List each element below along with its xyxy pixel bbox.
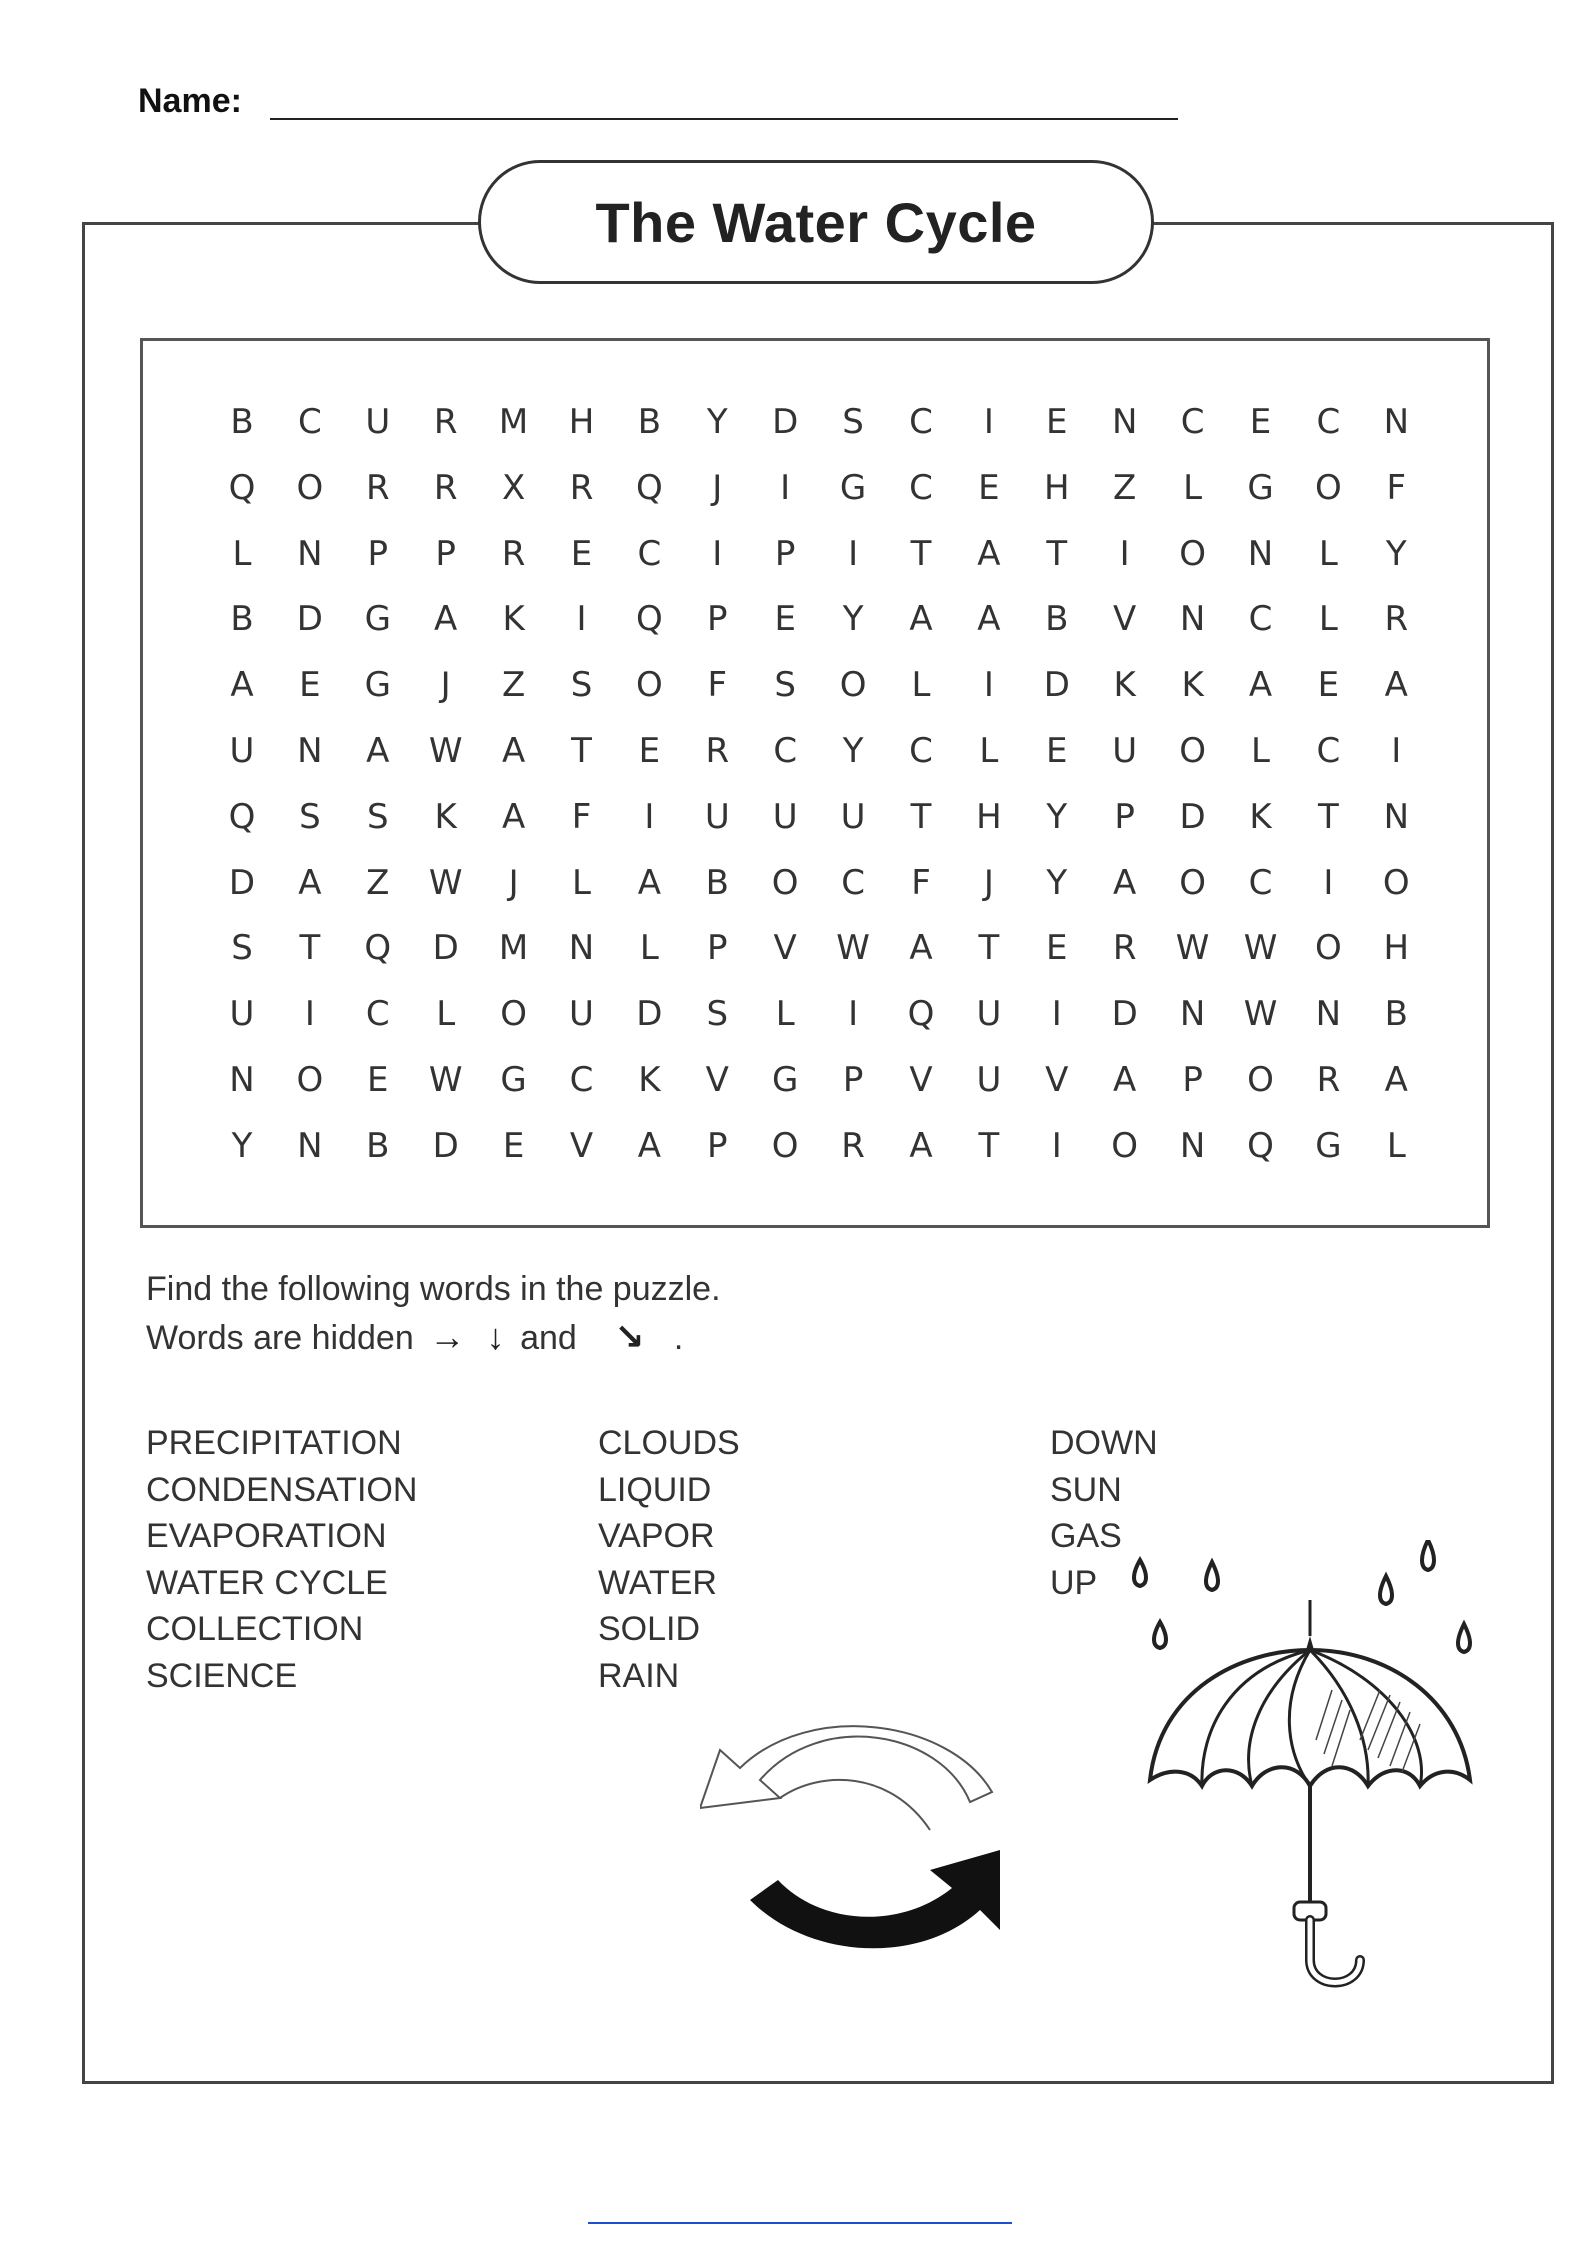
grid-letter: D [432,1125,459,1166]
name-input-line[interactable] [270,118,1178,120]
grid-letter: B [1384,994,1408,1035]
grid-letter: W [428,1060,463,1100]
grid-letter: K [638,1060,661,1100]
grid-letter: V [569,1125,594,1166]
word-item: WATER CYCLE [146,1563,388,1602]
word-item: COLLECTION [146,1610,364,1648]
grid-letter: A [909,1125,933,1166]
grid-letter: Y [1385,533,1407,574]
grid-letter: J [440,665,451,706]
instruction-text: Words are hidden [146,1319,414,1357]
grid-letter: G [500,1060,527,1100]
grid-letter: A [366,731,390,771]
grid-letter: C [909,731,933,771]
grid-letter: P [774,533,796,574]
grid-letter: V [705,1060,729,1100]
grid-letter: E [1317,665,1340,706]
grid-letter: O [1179,731,1206,771]
grid-letter: W [1243,928,1278,969]
grid-letter: U [365,402,391,442]
grid-letter: O [500,994,527,1035]
grid-letter: O [1111,1125,1139,1166]
word-item: SOLID [598,1610,701,1648]
grid-letter: C [569,1060,594,1100]
grid-letter: I [780,467,791,508]
grid-letter: B [230,402,254,442]
grid-letter: I [1051,1125,1062,1166]
word-item: PRECIPITATION [146,1424,402,1462]
grid-letter: S [774,665,796,706]
grid-letter: N [229,1060,255,1100]
word-item: SCIENCE [146,1656,298,1695]
name-label: Name: [138,82,242,120]
grid-letter: K [1113,665,1136,706]
grid-letter: T [910,533,932,574]
grid-letter: Q [228,467,256,508]
word-item: WATER [598,1563,717,1602]
grid-letter: I [1391,731,1402,771]
grid-letter: N [1383,796,1410,837]
grid-letter: D [1179,796,1206,837]
grid-letter: W [428,731,463,771]
grid-letter: Y [231,1125,253,1166]
grid-letter: E [570,533,593,574]
grid-letter: Z [1113,467,1137,508]
grid-letter: T [1046,533,1068,574]
grid-letter: O [1179,862,1206,903]
grid-letter: T [571,731,592,771]
grid-letter: L [979,731,999,771]
grid-letter: F [1386,467,1407,508]
grid-letter: N [297,533,323,574]
grid-letter: H [1044,467,1070,508]
word-list-column-2 [598,1420,740,1699]
grid-letter: O [771,1125,799,1166]
grid-letter: C [1180,402,1205,442]
grid-letter: C [1248,862,1273,903]
grid-letter: D [296,599,323,640]
grid-letter: Q [228,796,256,837]
grid-letter: Y [842,599,864,640]
grid-letter: A [501,796,526,837]
grid-letter: I [1051,994,1062,1035]
grid-letter: A [1248,665,1273,706]
grid-letter: A [501,731,526,771]
grid-letter: O [1315,928,1342,969]
umbrella-icon [1110,1540,1510,2000]
word-item: DOWN [1050,1424,1158,1462]
grid-letter: B [637,402,662,442]
grid-letter: N [297,1125,323,1166]
grid-letter: P [707,928,728,969]
grid-letter: E [1046,731,1068,771]
word-item: SUN [1050,1470,1122,1509]
grid-letter: G [1247,467,1274,508]
grid-letter: L [1318,533,1338,574]
recycle-arrows-icon [700,1710,1020,1980]
grid-letter: D [228,862,256,903]
grid-letter: M [498,402,529,442]
instruction-period: . [673,1319,684,1357]
page-title: The Water Cycle [595,190,1037,254]
grid-letter: G [364,665,391,706]
grid-letter: E [502,1125,525,1166]
grid-letter: R [501,533,526,574]
grid-letter: A [434,599,458,640]
grid-letter: I [644,796,655,837]
grid-letter: G [1315,1125,1342,1166]
grid-letter: C [298,402,322,442]
grid-letter: D [1111,994,1138,1035]
grid-letter: T [910,796,932,837]
grid-letter: C [841,862,865,903]
grid-letter: H [568,402,595,442]
grid-letter: Q [1247,1125,1274,1166]
grid-letter: E [299,665,321,706]
grid-letter: K [1181,665,1204,706]
grid-letter: F [911,862,931,903]
grid-letter: T [1318,796,1339,837]
grid-letter: U [229,994,255,1035]
grid-letter: M [498,928,529,969]
grid-letter: A [1384,665,1408,706]
word-item: GAS [1050,1517,1122,1555]
grid-letter: B [230,599,254,640]
grid-letter: L [232,533,252,574]
grid-letter: O [1179,533,1206,574]
grid-letter: P [707,599,728,640]
grid-letter: W [1175,928,1210,969]
grid-letter: Q [907,994,935,1035]
grid-letter: S [706,994,729,1035]
grid-letter: P [367,533,389,574]
grid-letter: U [976,1060,1002,1100]
grid-letter: S [570,665,593,706]
word-list-column-1 [146,1420,417,1699]
grid-letter: I [1119,533,1130,574]
grid-letter: C [637,533,662,574]
grid-letter: D [772,402,799,442]
word-item: CLOUDS [598,1424,740,1462]
grid-letter: E [1249,402,1272,442]
grid-letter: J [983,862,994,903]
footer-link-line[interactable] [588,2222,1012,2224]
grid-letter: O [636,665,663,706]
grid-letter: H [1383,928,1410,969]
grid-letter: R [1316,1060,1341,1100]
grid-letter: C [773,731,798,771]
arrow-right-icon: → [429,1316,466,1357]
grid-letter: W [1243,994,1278,1035]
grid-letter: P [1182,1060,1203,1100]
word-item: LIQUID [598,1470,712,1509]
grid-letter: O [296,467,324,508]
grid-letter: P [842,1060,864,1100]
word-item: CONDENSATION [146,1470,418,1509]
grid-letter: P [707,1125,728,1166]
grid-letter: J [508,862,519,903]
grid-letter: P [1114,796,1135,837]
grid-letter: S [299,796,321,837]
grid-letter: G [364,599,391,640]
word-item: VAPOR [598,1517,715,1555]
word-item: UP [1050,1563,1098,1602]
grid-letter: S [842,402,864,442]
grid-letter: C [1248,599,1273,640]
grid-letter: A [909,928,933,969]
grid-letter: N [1179,994,1206,1035]
grid-letter: K [434,796,457,837]
grid-letter: E [978,467,1000,508]
grid-letter: T [978,928,1000,969]
grid-letter: N [1179,1125,1206,1166]
grid-letter: A [637,862,662,903]
grid-letter: E [1046,402,1068,442]
grid-letter: N [1111,402,1138,442]
grid-letter: R [433,402,458,442]
grid-letter: E [367,1060,389,1100]
grid-letter: A [977,533,1001,574]
grid-letter: Y [1046,796,1068,837]
grid-letter: N [1383,402,1410,442]
grid-letter: U [976,994,1002,1035]
grid-letter: R [365,467,390,508]
grid-letter: V [909,1060,933,1100]
grid-letter: C [909,402,933,442]
grid-letter: L [639,928,659,969]
grid-letter: P [435,533,456,574]
grid-letter: T [299,928,321,969]
grid-letter: Z [366,862,390,903]
grid-letter: I [304,994,315,1035]
grid-letter: A [1113,862,1137,903]
grid-letter: S [367,796,389,837]
grid-letter: L [1318,599,1338,640]
grid-letter: U [840,796,866,837]
grid-letter: A [1113,1060,1137,1100]
grid-letter: E [774,599,796,640]
grid-letter: Q [636,467,663,508]
grid-letter: D [1043,665,1070,706]
grid-letter: J [712,467,723,508]
grid-letter: W [428,862,463,903]
grid-letter: U [772,796,798,837]
grid-letter: O [771,862,799,903]
arrow-down-icon: ↓ [486,1316,505,1357]
grid-letter: R [433,467,458,508]
grid-letter: O [296,1060,324,1100]
grid-letter: B [366,1125,390,1166]
grid-letter: A [977,599,1001,640]
instruction-line-1: Find the following words in the puzzle. [146,1270,721,1308]
arrow-diagonal-icon: ↘ [614,1316,645,1357]
grid-letter: Y [842,731,864,771]
grid-letter: I [576,599,587,640]
grid-letter: G [839,467,867,508]
grid-letter: F [707,665,728,706]
grid-letter: A [909,599,933,640]
grid-letter: V [773,928,797,969]
instruction-and: and [520,1319,577,1357]
grid-letter: I [983,665,994,706]
grid-letter: R [841,1125,865,1166]
grid-letter: U [569,994,594,1035]
grid-letter: L [911,665,931,706]
grid-letter: O [1247,1060,1274,1100]
grid-letter: N [1315,994,1342,1035]
grid-letter: A [298,862,322,903]
grid-letter: I [848,994,859,1035]
grid-letter: N [297,731,323,771]
grid-letter: K [1249,796,1272,837]
grid-letter: R [1384,599,1409,640]
grid-letter: L [775,994,795,1035]
grid-letter: U [229,731,255,771]
grid-letter: R [705,731,730,771]
grid-letter: O [839,665,867,706]
grid-letter: I [983,402,994,442]
grid-letter: U [704,796,730,837]
grid-letter: C [1316,402,1341,442]
grid-letter: L [436,994,456,1035]
grid-letter: E [1046,928,1068,969]
grid-letter: L [1386,1125,1406,1166]
instruction-line-2 [146,1316,683,1358]
grid-letter: R [1112,928,1137,969]
grid-letter: B [1045,599,1069,640]
grid-letter: D [432,928,459,969]
title-banner [478,160,1154,284]
grid-letter: I [712,533,723,574]
grid-letter: W [836,928,870,969]
grid-letter: O [1382,862,1410,903]
grid-letter: V [1045,1060,1069,1100]
grid-letter: C [909,467,933,508]
grid-letter: O [1315,467,1342,508]
grid-letter: T [978,1125,1000,1166]
word-item: EVAPORATION [146,1517,387,1555]
grid-letter: N [1179,599,1206,640]
grid-letter: Y [1046,862,1068,903]
grid-letter: C [365,994,390,1035]
grid-letter: G [772,1060,799,1100]
grid-letter: A [637,1125,662,1166]
word-item: RAIN [598,1656,680,1695]
grid-letter: A [230,665,254,706]
grid-letter: U [1112,731,1138,771]
grid-letter: L [572,862,591,903]
grid-letter: V [1113,599,1137,640]
grid-letter: C [1316,731,1341,771]
grid-letter: F [571,796,592,837]
grid-letter: L [1183,467,1203,508]
grid-letter: D [636,994,663,1035]
raindrop-icons [1134,1540,1470,1652]
grid-letter: H [976,796,1002,837]
grid-letter: N [568,928,595,969]
grid-letter: R [569,467,594,508]
grid-letter: B [705,862,729,903]
grid-letter: K [502,599,525,640]
grid-letter: X [501,467,526,508]
grid-letter: S [231,928,253,969]
grid-letter: Q [636,599,663,640]
grid-letter: A [1384,1060,1408,1100]
grid-letter: I [848,533,859,574]
grid-letter: Y [706,402,728,442]
grid-letter: E [638,731,661,771]
grid-letter: Z [501,665,526,706]
grid-letter: I [1323,862,1334,903]
grid-letter: N [1247,533,1274,574]
grid-letter: Q [364,928,392,969]
grid-letter: L [1251,731,1270,771]
